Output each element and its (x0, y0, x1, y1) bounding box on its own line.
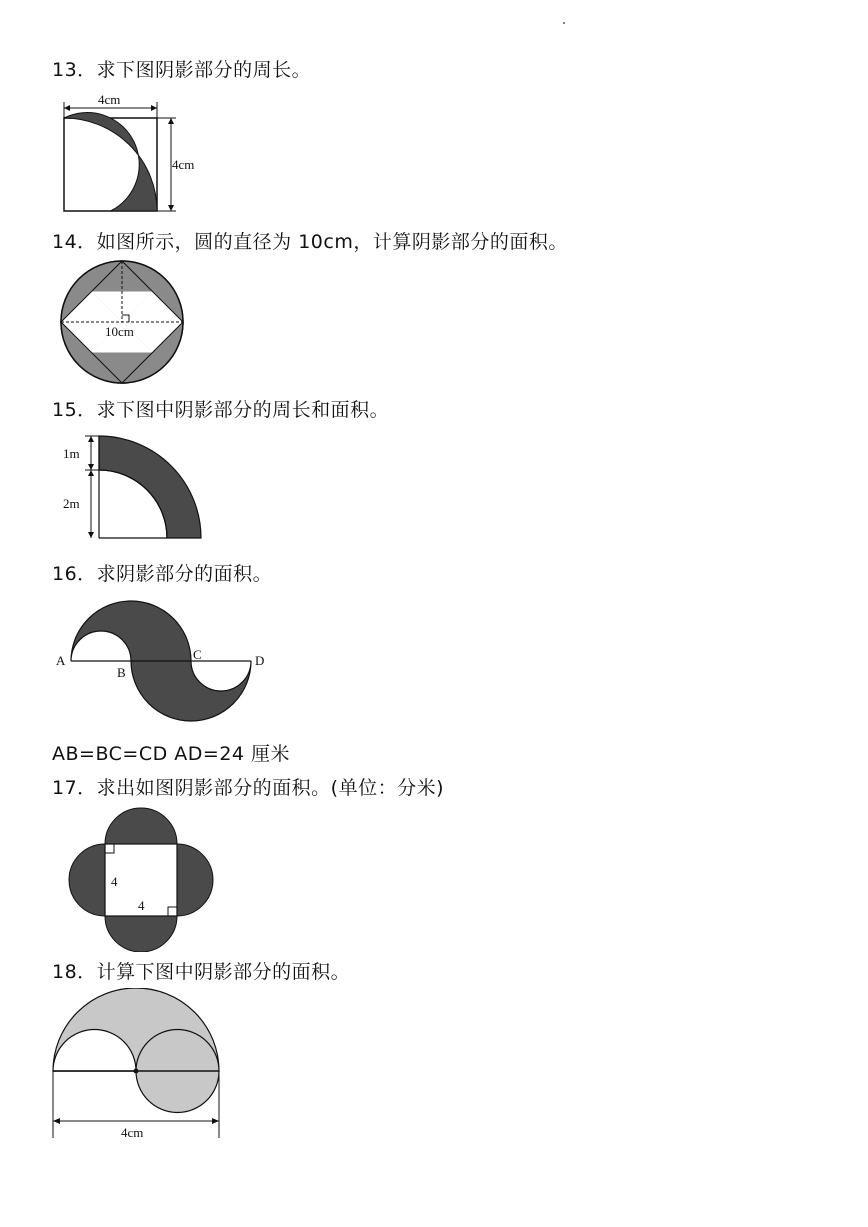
question-13-text: 13．求下图阴影部分的周长。 (52, 59, 312, 81)
figure-17 (62, 802, 222, 952)
figure-14 (55, 258, 190, 388)
q13-width-label: 4cm (98, 92, 121, 107)
figure-15 (55, 432, 215, 544)
figure-16 (50, 596, 280, 728)
question-16-text: 16．求阴影部分的面积。 (52, 563, 273, 585)
q16-label-c: C (193, 647, 202, 662)
q17-side-left-label: 4 (111, 874, 118, 889)
stray-dot (563, 22, 565, 24)
question-17-text: 17．求出如图阴影部分的面积。(单位：分米) (52, 777, 445, 799)
figure-13 (50, 90, 210, 220)
q16-label-d: D (255, 653, 265, 668)
q13-height-label: 4cm (172, 157, 195, 172)
figure-18 (45, 988, 235, 1148)
q17-side-bottom-label: 4 (138, 898, 145, 913)
q14-diameter-label: 10cm (105, 324, 134, 339)
q16-label-b: B (117, 665, 126, 680)
question-18-text: 18．计算下图中阴影部分的面积。 (52, 961, 351, 983)
question-15-text: 15．求下图中阴影部分的周长和面积。 (52, 399, 390, 421)
question-14-text: 14．如图所示，圆的直径为 10cm，计算阴影部分的面积。 (52, 231, 568, 253)
q15-inner-label: 2m (63, 496, 80, 511)
q18-base-label: 4cm (121, 1125, 144, 1140)
q16-label-a: A (56, 653, 66, 668)
q15-outer-label: 1m (63, 446, 80, 461)
question-16-note: AB=BC=CD AD=24 厘米 (52, 743, 291, 765)
